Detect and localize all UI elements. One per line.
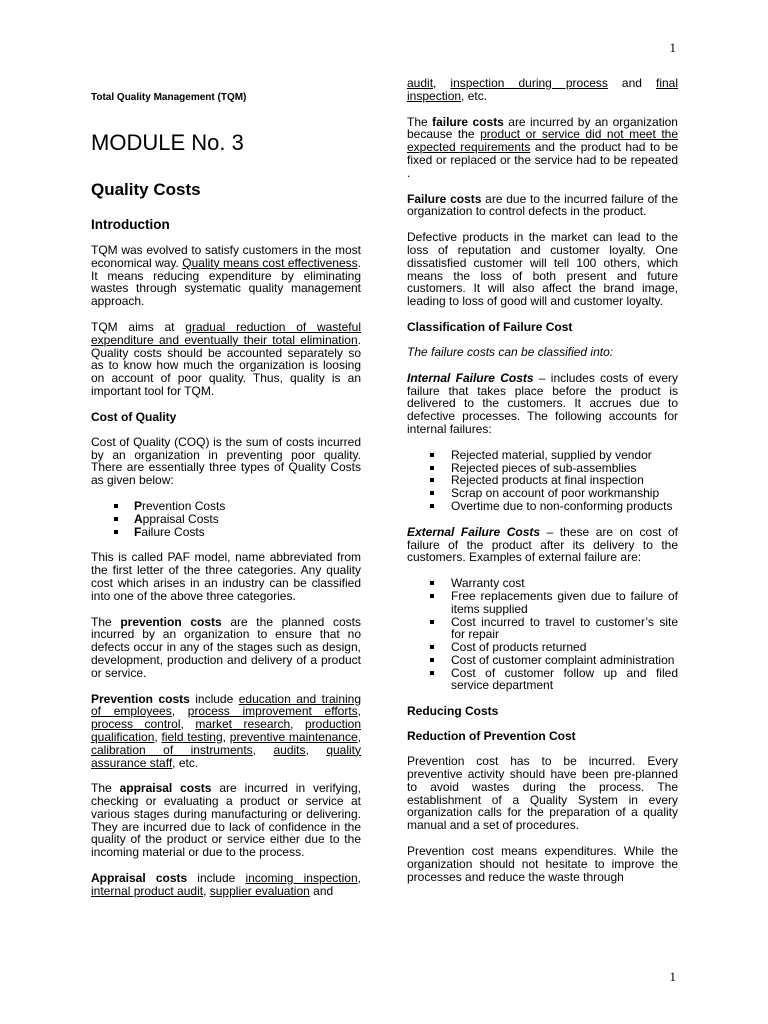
appraisal-continuation-paragraph: audit, inspection during process and final inspection, etc. bbox=[407, 76, 678, 103]
prevention-costs-paragraph: The prevention costs are the planned costs incurred by an organization to ensure that no defects occur in any of the stages such as design, development, production and delivery of a product or service. bbox=[91, 614, 361, 680]
list-item: Cost of customer complaint administration bbox=[407, 654, 678, 667]
internal-failure-paragraph: Internal Failure Costs – includes costs of every failure that takes place before the product is delivered to the customers. It accrues due to defective processes. The following accounts for internal failures: bbox=[407, 370, 678, 436]
list-item: Cost of products returned bbox=[407, 641, 678, 654]
document-header: Total Quality Management (TQM) bbox=[91, 92, 247, 103]
failure-costs-paragraph: The failure costs are incurred by an organization because the product or service did not meet the expected requirements and the product had to be fixed or replaced or the service had to be repeated . bbox=[407, 114, 679, 180]
left-column bbox=[91, 92, 361, 898]
list-item: Cost incurred to travel to customer’s site for repair bbox=[407, 616, 678, 642]
defective-products-paragraph: Defective products in the market can lead to the loss of reputation and customer loyalty. One dissatisfied customer will tell 100 others, which means the loss of both present and future customers. It will also affect the brand image, leading to loss of good will and customer loyalty. bbox=[407, 230, 678, 309]
external-failure-list bbox=[407, 577, 678, 692]
coq-paragraph: Cost of Quality (COQ) is the sum of costs incurred by an organization in preventing poor quality. There are essentially three types of Quality Costs as given below: bbox=[91, 434, 361, 488]
page-number-bottom: 1 bbox=[669, 969, 676, 984]
page-number-top: 1 bbox=[669, 40, 676, 55]
intro-paragraph-1: TQM was evolved to satisfy customers in the most economical way. Quality means cost effectiveness. It means reducing expenditure by eliminating wastes through systematic quality management approach. bbox=[91, 243, 361, 309]
list-item: Cost of customer follow up and filed service department bbox=[407, 667, 678, 693]
introduction-heading: Introduction bbox=[91, 217, 170, 232]
classification-heading: Classification of Failure Cost bbox=[407, 319, 573, 334]
list-item: Failure Costs bbox=[91, 526, 361, 539]
right-column bbox=[407, 77, 678, 883]
list-item: Free replacements given due to failure of items supplied bbox=[407, 590, 678, 616]
classification-intro: The failure costs can be classified into: bbox=[407, 344, 614, 359]
prevention-costs-include-paragraph: Prevention costs include education and training of employees, process improvement efforts, process control, market research, production qualification, field testing, preventive maintenance, calibration of instruments, audits, quality assurance staff, etc. bbox=[91, 691, 362, 770]
module-title: MODULE No. 3 bbox=[91, 130, 244, 155]
external-failure-paragraph: External Failure Costs – these are on cost of failure of the product after its delivery to the customers. Examples of external failure are: bbox=[407, 524, 678, 565]
list-item: Warranty cost bbox=[407, 577, 678, 590]
appraisal-costs-paragraph: The appraisal costs are incurred in verifying, checking or evaluating a product or service at various stages during manufacturing or delivering. They are incurred due to lack of confidence in the quality of the product or service either due to the incoming material or due to the process. bbox=[91, 781, 362, 860]
paf-model-paragraph: This is called PAF model, name abbreviated from the first letter of the three categories. Any quality cost which arises in an industry can be classified into one of the above three categories. bbox=[91, 550, 361, 603]
section-title: Quality Costs bbox=[91, 180, 201, 199]
list-item: Rejected products at final inspection bbox=[407, 474, 678, 487]
paf-list bbox=[91, 500, 361, 538]
cost-of-quality-heading: Cost of Quality bbox=[91, 409, 177, 424]
failure-costs-due-paragraph: Failure costs are due to the incurred failure of the organization to control defects in the product. bbox=[407, 191, 678, 219]
reducing-costs-heading: Reducing Costs bbox=[407, 704, 499, 719]
list-item: Prevention Costs bbox=[91, 500, 361, 513]
list-item: Overtime due to non-conforming products bbox=[407, 500, 678, 513]
list-item: Rejected pieces of sub-assemblies bbox=[407, 462, 678, 475]
list-item: Rejected material, supplied by vendor bbox=[407, 449, 678, 462]
intro-paragraph-2: TQM aims at gradual reduction of wasteful expenditure and eventually their total elimination. Quality costs should be accounted separately so as to know how much the organization is loosing on account of poor quality. Thus, quality is an important tool for TQM. bbox=[91, 319, 361, 398]
list-item: Appraisal Costs bbox=[91, 513, 361, 526]
reduction-prevention-heading: Reduction of Prevention Cost bbox=[407, 729, 576, 744]
internal-failure-list bbox=[407, 449, 678, 513]
prevention-cost-paragraph-1: Prevention cost has to be incurred. Every preventive activity should have been pre-planned to avoid wastes during the process. The establishment of a Quality System in every organization calls for the preparation of a quality manual and a set of procedures. bbox=[407, 754, 678, 833]
appraisal-costs-include-paragraph: Appraisal costs include incoming inspection, internal product audit, supplier evaluation and bbox=[91, 871, 361, 898]
prevention-cost-paragraph-2: Prevention cost means expenditures. While the organization should not hesitate to improve the processes and reduce the waste through bbox=[407, 844, 678, 884]
list-item: Scrap on account of poor workmanship bbox=[407, 487, 678, 500]
